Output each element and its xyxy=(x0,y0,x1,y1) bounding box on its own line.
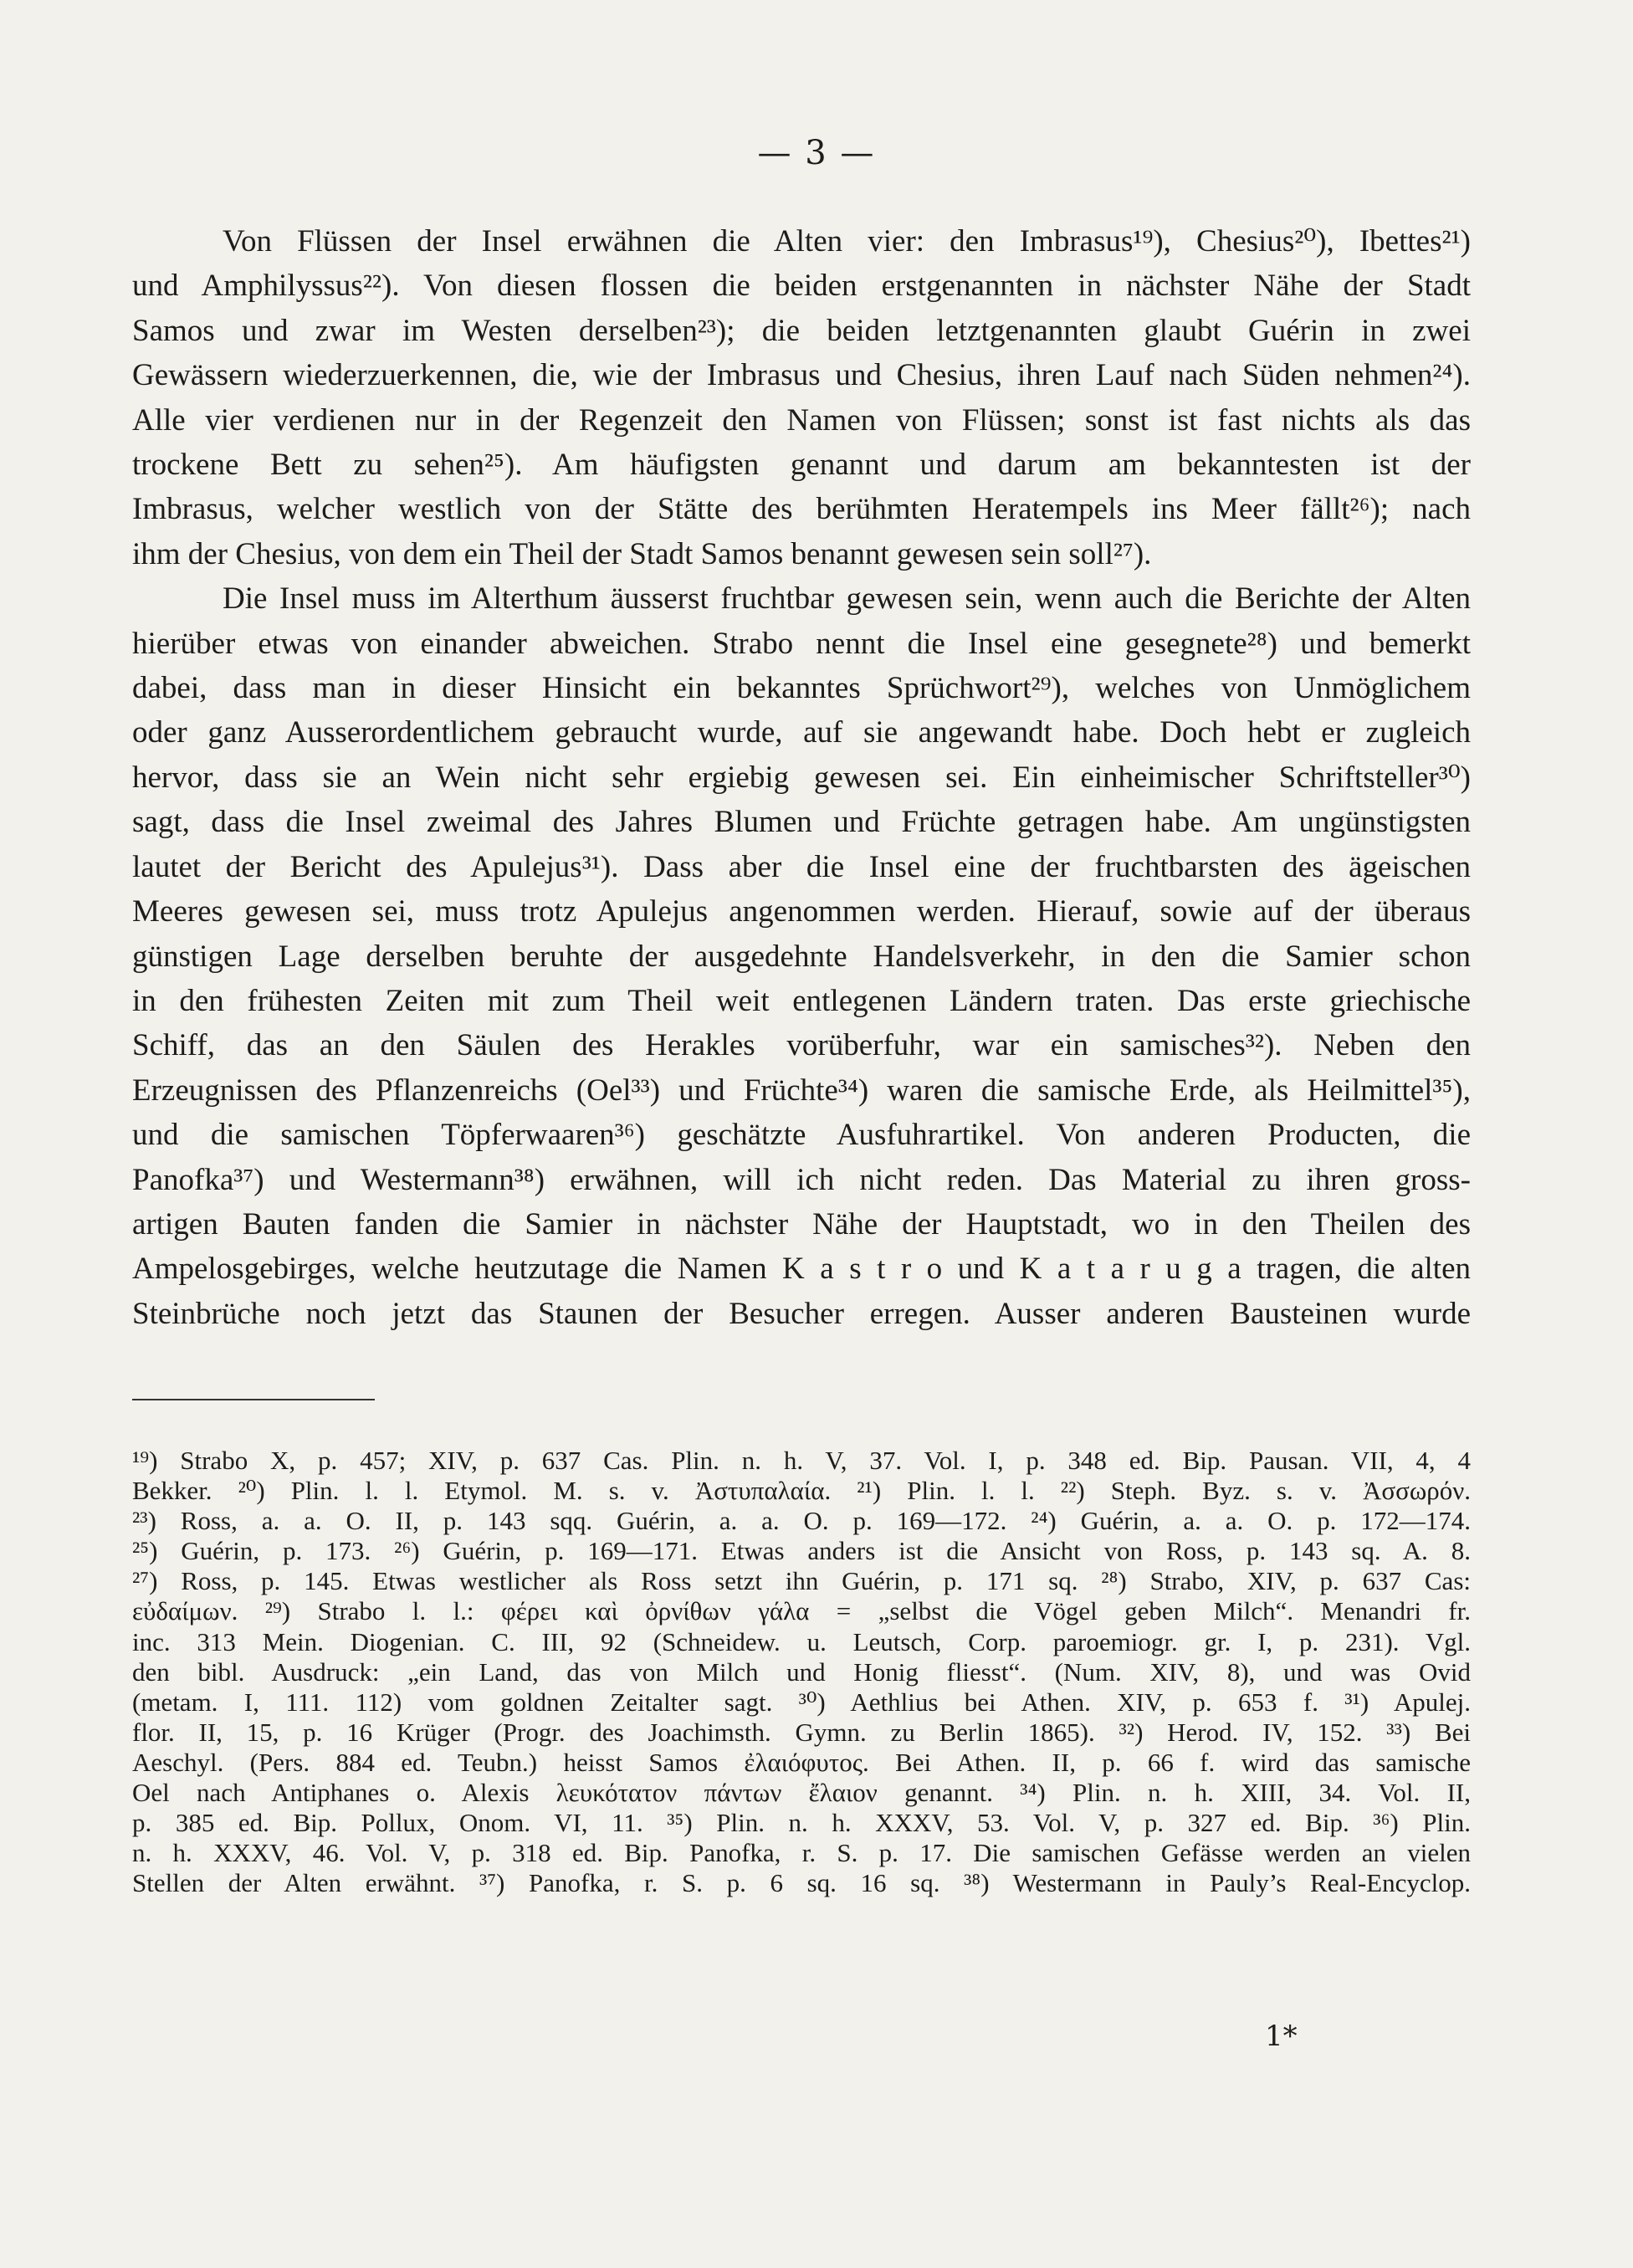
body-line: Panofka³⁷) und Westermann³⁸) erwähnen, will ich nicht reden. Das Material zu ihren gross- xyxy=(132,1162,1471,1197)
footnote-divider xyxy=(132,1399,375,1400)
body-line: in den frühesten Zeiten mit zum Theil weit entlegenen Ländern traten. Das erste griechische xyxy=(132,983,1471,1018)
footnote-line: ¹⁹) Strabo X, p. 457; XIV, p. 637 Cas. Plin. n. h. V, 37. Vol. I, p. 348 ed. Bip. Pausan. VII, 4, 4 xyxy=(132,1446,1471,1475)
footnotes xyxy=(132,1446,1471,1898)
footnote-line: flor. II, 15, p. 16 Krüger (Progr. des Joachimsth. Gymn. zu Berlin 1865). ³²) Herod. IV, 152. ³³) Bei xyxy=(132,1717,1471,1747)
body-line: hierüber etwas von einander abweichen. Strabo nennt die Insel eine gesegnete²⁸) und bemerkt xyxy=(132,626,1471,661)
footnote-line: inc. 313 Mein. Diogenian. C. III, 92 (Schneidew. u. Leutsch, Corp. paroemiogr. gr. I, p. 231). Vgl. xyxy=(132,1626,1471,1656)
page-number: — 3 — xyxy=(757,134,876,172)
footnote-line: Oel nach Antiphanes o. Alexis λευκότατον πάντων ἔλαιον genannt. ³⁴) Plin. n. h. XIII, 34. Vol. II, xyxy=(132,1778,1471,1808)
body-line: und Amphilyssus²²). Von diesen flossen die beiden erstgenannten in nächster Nähe der Stadt xyxy=(132,269,1471,304)
footnote-line: Stellen der Alten erwähnt. ³⁷) Panofka, r. S. p. 6 sq. 16 sq. ³⁸) Westermann in Pauly’s Real-Encyclop. xyxy=(132,1868,1471,1898)
body-line: Steinbrüche noch jetzt das Staunen der Besucher erregen. Ausser anderen Bausteinen wurde xyxy=(132,1296,1471,1331)
footnote-line: εὐδαίμων. ²⁹) Strabo l. l.: φέρει καὶ ὀρνίθων γάλα = „selbst die Vögel geben Milch“. Menandri fr. xyxy=(132,1596,1471,1626)
body-line: Erzeugnissen des Pflanzenreichs (Oel³³) und Früchte³⁴) waren die samische Erde, als Heilmittel³⁵), xyxy=(132,1073,1471,1108)
body-line: artigen Bauten fanden die Samier in nächster Nähe der Hauptstadt, wo in den Theilen des xyxy=(132,1206,1471,1242)
body-line: dabei, dass man in dieser Hinsicht ein bekanntes Sprüchwort²⁹), welches von Unmöglichem xyxy=(132,671,1471,706)
body-line: sagt, dass die Insel zweimal des Jahres Blumen und Früchte getragen habe. Am ungünstigsten xyxy=(132,805,1471,840)
footnote-line: Aeschyl. (Pers. 884 ed. Teubn.) heisst Samos ἐλαιόφυτος. Bei Athen. II, p. 66 f. wird das samische xyxy=(132,1747,1471,1777)
body-line: Schiff, das an den Säulen des Herakles vorüberfuhr, war ein samisches³²). Neben den xyxy=(132,1028,1471,1063)
body-line: und die samischen Töpferwaaren³⁶) geschätzte Ausfuhrartikel. Von anderen Producten, die xyxy=(132,1118,1471,1153)
footnote-line: Bekker. ²⁰) Plin. l. l. Etymol. M. s. v. Ἀστυπαλαία. ²¹) Plin. l. l. ²²) Steph. Byz. s. v. Ἀσσωρόν. xyxy=(132,1476,1471,1506)
footnote-line: (metam. I, 111. 112) vom goldnen Zeitalter sagt. ³⁰) Aethlius bei Athen. XIV, p. 653 f. ³¹) Apulej. xyxy=(132,1687,1471,1717)
footnote-line: den bibl. Ausdruck: „ein Land, das von Milch und Honig fliesst“. (Num. XIV, 8), und was Ovid xyxy=(132,1656,1471,1687)
body-line: Alle vier verdienen nur in der Regenzeit den Namen von Flüssen; sonst ist fast nichts als das xyxy=(132,402,1471,438)
footnote-line: p. 385 ed. Bip. Pollux, Onom. VI, 11. ³⁵) Plin. n. h. XXXV, 53. Vol. V, p. 327 ed. Bip. ³⁶) Plin. xyxy=(132,1808,1471,1838)
body-line: Imbrasus, welcher westlich von der Stätte des berühmten Heratempels ins Meer fällt²⁶); nach xyxy=(132,492,1471,527)
footnote-line: ²⁷) Ross, p. 145. Etwas westlicher als Ross setzt ihn Guérin, p. 171 sq. ²⁸) Strabo, XIV, p. 637 Cas: xyxy=(132,1566,1471,1596)
body-line: Meeres gewesen sei, muss trotz Apulejus angenommen werden. Hierauf, sowie auf der überaus xyxy=(132,894,1471,929)
body-line: Samos und zwar im Westen derselben²³); die beiden letztgenannten glaubt Guérin in zwei xyxy=(132,313,1471,348)
body-line: Gewässern wiederzuerkennen, die, wie der Imbrasus und Chesius, ihren Lauf nach Süden nehmen²⁴). xyxy=(132,358,1471,393)
body-line: Von Flüssen der Insel erwähnen die Alten vier: den Imbrasus¹⁹), Chesius²⁰), Ibettes²¹) xyxy=(223,224,1471,259)
body-line: trockene Bett zu sehen²⁵). Am häufigsten genannt und darum am bekanntesten ist der xyxy=(132,448,1471,483)
body-line: lautet der Bericht des Apulejus³¹). Dass aber die Insel eine der fruchtbarsten des ägeischen xyxy=(132,849,1471,884)
body-line: Ampelosgebirges, welche heutzutage die Namen K a s t r o und K a t a r u g a tragen, die alten xyxy=(132,1252,1471,1287)
footnote-line: n. h. XXXV, 46. Vol. V, p. 318 ed. Bip. Panofka, r. S. p. 17. Die samischen Gefässe werden an vielen xyxy=(132,1838,1471,1868)
body-text xyxy=(132,219,1471,1336)
body-line: Die Insel muss im Alterthum äusserst fruchtbar gewesen sein, wenn auch die Berichte der Alten xyxy=(223,581,1471,617)
footnote-line: ²³) Ross, a. a. O. II, p. 143 sqq. Guérin, a. a. O. p. 169—172. ²⁴) Guérin, a. a. O. p. 172—174. xyxy=(132,1506,1471,1536)
footnote-line: ²⁵) Guérin, p. 173. ²⁶) Guérin, p. 169—171. Etwas anders ist die Ansicht von Ross, p. 143 sq. A. 8. xyxy=(132,1536,1471,1566)
body-line: günstigen Lage derselben beruhte der ausgedehnte Handelsverkehr, in den die Samier schon xyxy=(132,939,1471,974)
body-line: oder ganz Ausserordentlichem gebraucht wurde, auf sie angewandt habe. Doch hebt er zugleich xyxy=(132,715,1471,750)
body-line: hervor, dass sie an Wein nicht sehr ergiebig gewesen sei. Ein einheimischer Schriftsteller³⁰) xyxy=(132,760,1471,795)
signature-mark: 1* xyxy=(1265,2020,1298,2053)
body-line: ihm der Chesius, von dem ein Theil der Stadt Samos benannt gewesen sein soll²⁷). xyxy=(132,536,1152,571)
